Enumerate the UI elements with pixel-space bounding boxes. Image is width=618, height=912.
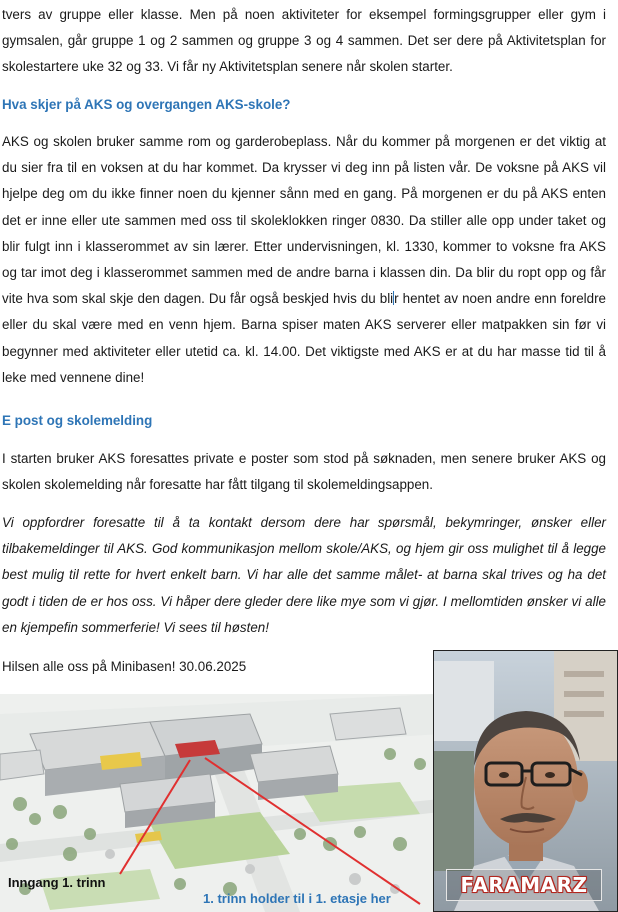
portrait-photo (433, 650, 618, 912)
aks-paragraph-part-1: AKS og skolen bruker samme rom og garderobeplass. Når du kommer på morgenen er det viktig at du sier fra til en voksen at du har kommet. Da krysser vi deg inn på listen vår. De voksne på AKS vil hjelpe deg om du ikke finner noen du kjenner sånn med en gang. På morgenen er du på AKS enten det er inne eller ute sammen med oss til skoleklokken ringer 0830. Da stiller alle opp under taket og blir fulgt inn i klasserommet av sin lærer. Etter undervisningen, kl. 1330, kommer to voksne fra AKS og tar imot deg i klasserommet sammen med de andre barna i klassen din. Da blir du ropt opp og får vite hva som skal skje den dagen. Du får også beskjed hvis du bli (2, 134, 606, 307)
map-caption-floor: 1. trinn holder til i 1. etasje her (203, 891, 391, 906)
heading-aks: Hva skjer på AKS og overgangen AKS-skole? (2, 97, 291, 112)
intro-paragraph: tvers av gruppe eller klasse. Men på noen aktiviteter for eksempel formingsgrupper eller gym i gymsalen, går gruppe 1 og 2 sammen og gruppe 3 og 4 sammen. Det ser dere på Aktivitetsplan for skolestartere uke 32 og 33. Vi får ny Aktivitetsplan senere når skolen starter. (2, 7, 606, 75)
aks-paragraph (2, 129, 606, 391)
aks-paragraph-part-2: r hentet av noen andre enn foreldre eller du skal være med en venn hjem. Barna spiser maten AKS serverer eller matpakken sin før vi begynner med aktiviteter eller utetid ca. kl. 14.00. Det viktigste med AKS er at du har masse tid til å leke med vennene dine! (2, 291, 607, 385)
heading-email: E post og skolemelding (2, 413, 153, 428)
name-label: FARAMARZ (446, 869, 602, 901)
map-caption-entrance: Inngang 1. trinn (8, 875, 106, 890)
closing-italic-paragraph: Vi oppfordrer foresatte til å ta kontakt dersom dere har spørsmål, bekymringer, ønsker eller tilbakemeldinger til AKS. God kommunikasjon mellom skole/AKS, og hjem gir oss mulighet til å legge best mulig til rette for hvert enkelt barn. Vi har alle det samme målet- at barna skal trives og ha det godt i tiden de er hos oss. Vi håper dere gleder dere like mye som vi gjør. I mellomtiden ønsker vi alle en kjempefin sommerferie! Vi sees til høsten! (2, 515, 606, 635)
signoff-line: Hilsen alle oss på Minibasen! 30.06.2025 (2, 659, 247, 674)
email-paragraph: I starten bruker AKS foresattes private e poster som stod på søknaden, men senere bruker AKS og skolen skolemelding når foresatte har fått tilgang til skolemeldingsappen. (2, 451, 606, 493)
